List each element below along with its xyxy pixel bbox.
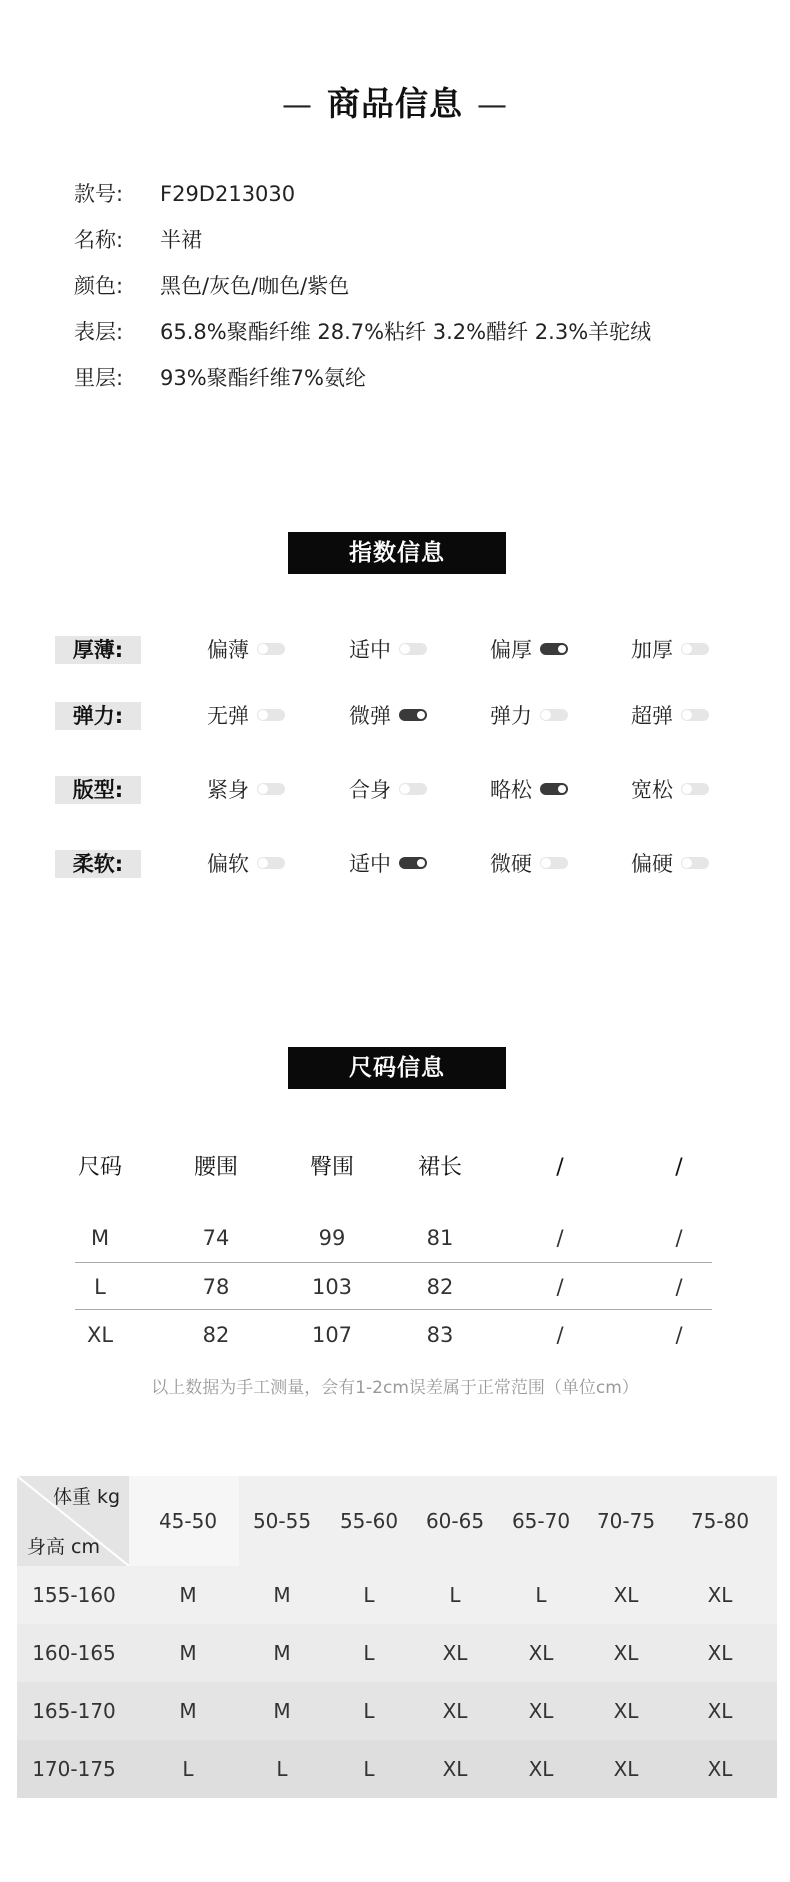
recommended-size-cell: XL [613,1583,639,1607]
index-option [631,849,709,879]
toggle-off-icon [681,857,709,869]
size-table-cell: 82 [202,1323,230,1347]
size-table-cell: 81 [426,1226,454,1250]
size-table-cell: / [675,1275,683,1299]
index-option-label: 适中 [349,638,391,662]
toggle-off-icon [257,783,285,795]
size-note: 以上数据为手工测量，会有1-2cm误差属于正常范围（单位cm） [151,1378,639,1398]
size-table-cell: 83 [426,1323,454,1347]
index-label: 柔软: [55,850,141,878]
index-option [207,635,285,665]
recommended-size-cell: XL [442,1699,468,1723]
size-info-banner: 尺码信息 [288,1047,506,1089]
index-option-label: 微硬 [490,852,532,876]
weight-range-header: 60-65 [425,1509,485,1533]
index-option [349,701,427,731]
index-label: 厚薄: [55,636,141,664]
info-value: 93%聚酯纤维7%氨纶 [160,366,366,390]
recommended-size-cell: M [273,1641,291,1665]
recommended-size-cell: XL [442,1757,468,1781]
recommended-size-cell: M [179,1641,197,1665]
recommended-size-cell: L [449,1583,461,1607]
info-row-outer-fabric [74,317,651,347]
height-range-label: 165-170 [32,1699,116,1723]
index-option [349,849,427,879]
index-option-label: 偏硬 [631,852,673,876]
weight-range-header: 75-80 [690,1509,750,1533]
recommended-size-cell: M [179,1699,197,1723]
corner-weight-label: 体重 kg [53,1486,121,1508]
toggle-on-icon [399,709,427,721]
index-option [490,775,568,805]
index-option [631,635,709,665]
index-option-label: 偏厚 [490,638,532,662]
weight-range-header: 65-70 [511,1509,571,1533]
size-table-cell: 99 [318,1226,346,1250]
recommended-size-cell: M [179,1583,197,1607]
index-info-banner: 指数信息 [288,532,506,574]
info-row-lining [74,363,366,393]
index-option-label: 宽松 [631,778,673,802]
size-table-cell: M [90,1226,110,1250]
index-option [207,775,285,805]
toggle-on-icon [540,783,568,795]
toggle-off-icon [540,709,568,721]
recommended-size-cell: XL [528,1641,554,1665]
info-row-name [74,225,202,255]
product-info-title-text: 商品信息 [327,84,463,123]
recommended-size-cell: XL [707,1583,733,1607]
recommended-size-cell: M [273,1699,291,1723]
size-table-header: 尺码 [77,1155,122,1180]
index-option [490,635,568,665]
recommended-size-cell: XL [613,1641,639,1665]
size-table-cell: 78 [202,1275,230,1299]
toggle-off-icon [257,857,285,869]
height-range-label: 155-160 [32,1583,116,1607]
size-table-header: 臀围 [309,1155,354,1180]
index-option-label: 弹力 [490,704,532,728]
toggle-off-icon [399,643,427,655]
info-value: 黑色/灰色/咖色/紫色 [160,274,350,298]
height-range-label: 160-165 [32,1641,116,1665]
index-option-label: 加厚 [631,638,673,662]
info-label: 里层: [74,366,124,390]
toggle-off-icon [257,643,285,655]
index-option-label: 偏软 [207,852,249,876]
size-table-header: 腰围 [193,1155,238,1180]
recommended-size-cell: L [276,1757,288,1781]
index-option [349,635,427,665]
product-info-title [0,78,790,125]
size-table-header: 裙长 [417,1155,462,1180]
size-table-header: / [556,1155,564,1180]
recommended-size-cell: L [182,1757,194,1781]
size-table-header: / [675,1155,683,1180]
index-option-label: 微弹 [349,704,391,728]
recommended-size-cell: XL [528,1757,554,1781]
index-option-label: 适中 [349,852,391,876]
size-table-cell: / [556,1226,564,1250]
recommended-size-cell: XL [613,1757,639,1781]
index-option [349,775,427,805]
size-table-cell: / [556,1275,564,1299]
toggle-on-icon [399,857,427,869]
info-value: F29D213030 [160,182,296,206]
recommended-size-cell: L [363,1583,375,1607]
index-option-label: 紧身 [207,778,249,802]
size-table-divider [75,1309,712,1310]
corner-height-label: 身高 cm [27,1536,100,1558]
recommended-size-cell: M [273,1583,291,1607]
recommended-size-cell: XL [707,1757,733,1781]
size-table-cell: 107 [311,1323,353,1347]
info-row-color [74,271,349,301]
index-label: 版型: [55,776,141,804]
size-recommendation-grid [17,1476,777,1798]
height-range-label: 170-175 [32,1757,116,1781]
info-label: 表层: [74,320,124,344]
grid-corner-cell [17,1476,129,1566]
toggle-off-icon [257,709,285,721]
recommended-size-cell: XL [442,1641,468,1665]
toggle-off-icon [399,783,427,795]
index-label: 弹力: [55,702,141,730]
recommended-size-cell: L [535,1583,547,1607]
info-value: 半裙 [160,228,202,252]
recommended-size-cell: XL [707,1641,733,1665]
toggle-off-icon [681,783,709,795]
recommended-size-cell: XL [528,1699,554,1723]
title-dash-left: — [282,88,313,123]
index-option [207,701,285,731]
recommended-size-cell: XL [613,1699,639,1723]
size-table-cell: / [675,1323,683,1347]
weight-range-header: 70-75 [596,1509,656,1533]
size-table-cell: / [556,1323,564,1347]
index-option-label: 无弹 [207,704,249,728]
index-option-label: 合身 [349,778,391,802]
info-label: 款号: [74,182,124,206]
weight-range-header: 45-50 [158,1509,218,1533]
size-table-cell: 82 [426,1275,454,1299]
size-table-cell: XL [86,1323,114,1347]
index-option-label: 略松 [490,778,532,802]
index-option-label: 超弹 [631,704,673,728]
recommended-size-cell: L [363,1641,375,1665]
info-label: 名称: [74,228,124,252]
toggle-off-icon [681,709,709,721]
size-table-divider [75,1262,712,1263]
index-option [490,849,568,879]
info-label: 颜色: [74,274,124,298]
index-option [631,701,709,731]
info-row-style-no [74,179,295,209]
index-option-label: 偏薄 [207,638,249,662]
index-option [207,849,285,879]
toggle-on-icon [540,643,568,655]
size-table-cell: L [94,1275,106,1299]
weight-range-header: 50-55 [252,1509,312,1533]
index-option [631,775,709,805]
size-table-cell: / [675,1226,683,1250]
recommended-size-cell: L [363,1757,375,1781]
info-value: 65.8%聚酯纤维 28.7%粘纤 3.2%醋纤 2.3%羊驼绒 [160,320,652,344]
recommended-size-cell: XL [707,1699,733,1723]
size-table-cell: 74 [202,1226,230,1250]
title-dash-right: — [477,88,508,123]
size-table-cell: 103 [311,1275,353,1299]
toggle-off-icon [540,857,568,869]
recommended-size-cell: L [363,1699,375,1723]
index-option [490,701,568,731]
toggle-off-icon [681,643,709,655]
weight-range-header: 55-60 [339,1509,399,1533]
